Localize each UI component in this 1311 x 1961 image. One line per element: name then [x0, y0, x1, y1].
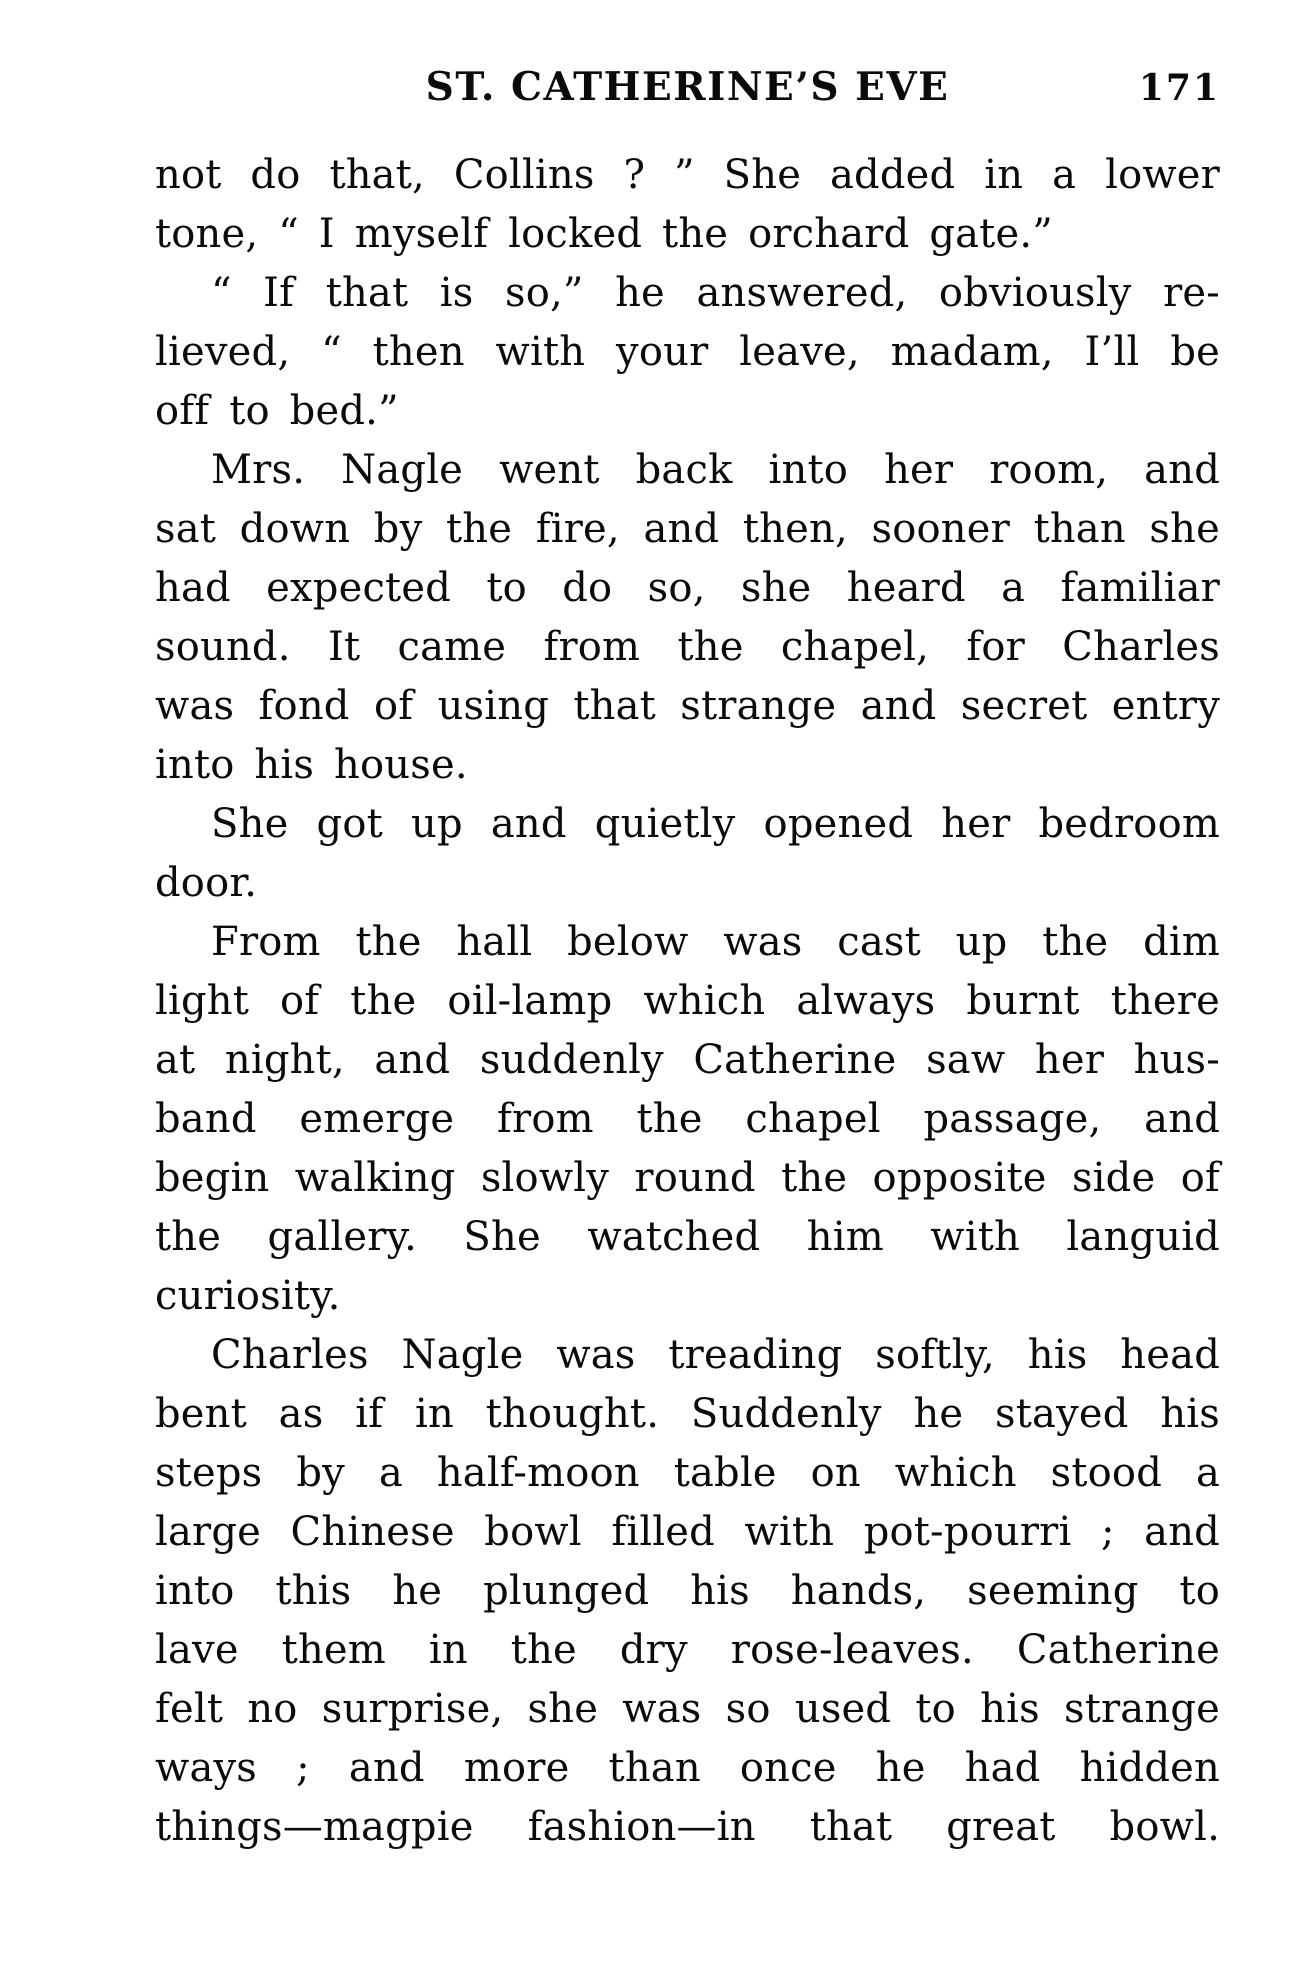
text-line: into this he plunged his hands, seeming to	[155, 1568, 1220, 1614]
text-line: sound. It came from the chapel, for Charles	[155, 624, 1220, 670]
text-line: was fond of using that strange and secret entry	[155, 683, 1220, 729]
text-line: into his house.	[155, 742, 468, 788]
text-line: door.	[155, 860, 258, 906]
text-line: Mrs. Nagle went back into her room, and	[211, 447, 1220, 493]
text-line: bent as if in thought. Suddenly he stayed his	[155, 1391, 1220, 1437]
text-line: steps by a half-moon table on which stood a	[155, 1450, 1220, 1496]
text-line: had expected to do so, she heard a familiar	[155, 565, 1220, 611]
text-line: off to bed.”	[155, 388, 399, 434]
text-line: not do that, Collins ? ” She added in a lower	[155, 152, 1220, 198]
text-line: felt no surprise, she was so used to his strange	[155, 1686, 1220, 1732]
page-number: 171	[1138, 67, 1220, 109]
running-title: ST. CATHERINE’S EVE	[425, 64, 950, 110]
text-line: lieved, “ then with your leave, madam, I’ll be	[155, 329, 1220, 375]
text-line: light of the oil-lamp which always burnt there	[155, 978, 1220, 1024]
text-line: “ If that is so,” he answered, obviously re-	[211, 270, 1220, 316]
text-line: begin walking slowly round the opposite side of	[155, 1155, 1220, 1201]
text-line: large Chinese bowl filled with pot-pourri ; and	[155, 1509, 1220, 1555]
page-header	[0, 0, 1311, 112]
text-line: ways ; and more than once he had hidden	[155, 1745, 1220, 1791]
text-line: Charles Nagle was treading softly, his head	[211, 1332, 1220, 1378]
text-line: the gallery. She watched him with languid	[155, 1214, 1220, 1260]
text-line: sat down by the fire, and then, sooner than she	[155, 506, 1220, 552]
text-line: tone, “ I myself locked the orchard gate.”	[155, 211, 1053, 257]
text-line: curiosity.	[155, 1273, 341, 1319]
text-line: lave them in the dry rose-leaves. Catherine	[155, 1627, 1220, 1673]
text-line: at night, and suddenly Catherine saw her hus-	[155, 1037, 1220, 1083]
page-text	[0, 146, 1311, 1857]
text-line: From the hall below was cast up the dim	[211, 919, 1220, 965]
text-line: band emerge from the chapel passage, and	[155, 1096, 1220, 1142]
text-line: things—magpie fashion—in that great bowl.	[155, 1804, 1220, 1850]
text-line: She got up and quietly opened her bedroom	[211, 801, 1220, 847]
